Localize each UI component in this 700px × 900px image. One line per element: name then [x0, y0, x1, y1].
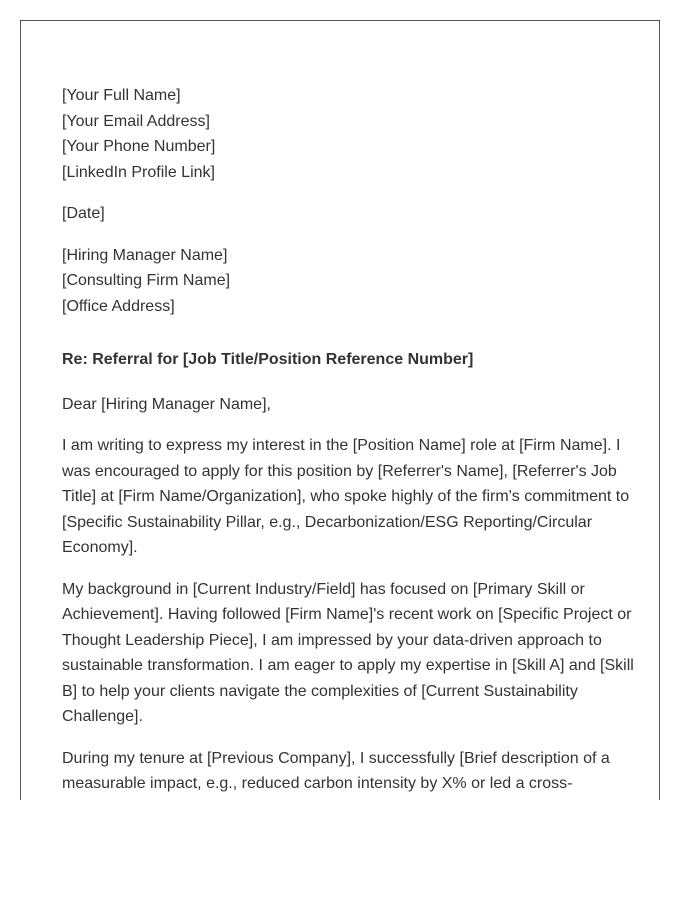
recipient-firm: [Consulting Firm Name]: [62, 272, 231, 289]
sender-linkedin: [LinkedIn Profile Link]: [62, 163, 215, 181]
letter-page: [20, 20, 660, 800]
sender-block: [62, 83, 637, 185]
body-paragraph-2: My background in [Current Industry/Field] has focused on [Primary Skill or Achievement]. Having followed [Firm Name]'s recent work on [Specific Project or Thought Leadership Piece], I am impressed by your data-driven approach to sustainable transformation. I am eager to apply my expertise in [Skill A] and [Skill B] to help your clients navigate the complexities of [Current Sustainability Challenge].: [62, 580, 634, 725]
date-block: [62, 201, 637, 227]
salutation: Dear [Hiring Manager Name],: [62, 395, 271, 413]
letter-content: [62, 83, 637, 800]
body-paragraph-1: I am writing to express my interest in the [Position Name] role at [Firm Name]. I was encouraged to apply for this position by [Referrer's Name], [Referrer's Job Title] at [Firm Name/Organization], who spoke highly of the firm's commitment to [Specific Sustainability Pillar, e.g., Decarbonization/ESG Reporting/Circular Economy].: [62, 437, 630, 556]
body-paragraph-3: During my tenure at [Previous Company], I successfully [Brief description of a measurable impact, e.g., reduced carbon intensity by X% or led a cross-: [62, 749, 610, 792]
subject-line: Re: Referral for [Job Title/Position Reference Number]: [62, 351, 474, 368]
sender-email: [Your Email Address]: [62, 112, 210, 130]
sender-phone: [Your Phone Number]: [62, 138, 216, 155]
recipient-address: [Office Address]: [62, 297, 175, 315]
sender-full-name: [Your Full Name]: [62, 87, 181, 104]
recipient-manager: [Hiring Manager Name]: [62, 246, 228, 264]
recipient-block: [62, 243, 637, 320]
letter-date: [Date]: [62, 205, 105, 222]
